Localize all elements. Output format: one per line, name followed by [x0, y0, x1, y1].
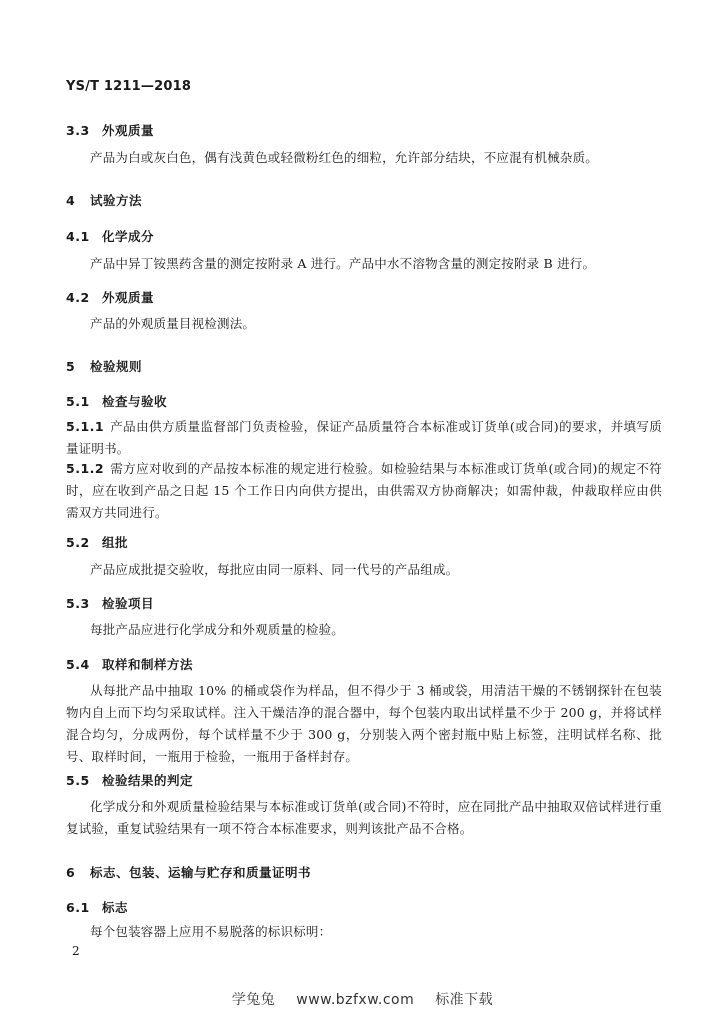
section-title: 取样和制样方法: [102, 657, 194, 672]
section-5-3-paragraph: 每批产品应进行化学成分和外观质量的检验。: [90, 622, 345, 637]
section-number: 4.2: [66, 290, 90, 305]
section-5-heading: [66, 357, 142, 375]
section-4-1-heading: [66, 227, 154, 245]
section-number: 4.1: [66, 229, 90, 244]
section-5-2-heading: [66, 533, 128, 551]
section-number: 5.1: [66, 394, 90, 409]
section-title: 外观质量: [102, 123, 155, 138]
section-4-2-heading: [66, 288, 154, 306]
section-title: 外观质量: [102, 290, 155, 305]
page-number: 2: [72, 944, 80, 958]
section-number: 5: [66, 359, 76, 374]
section-title: 检验规则: [90, 359, 143, 374]
watermark-url: www.bzfxw.com: [296, 992, 415, 1008]
section-6-1-paragraph: 每个包装容器上应用不易脱落的标识标明：: [90, 924, 332, 939]
section-number: 4: [66, 193, 76, 208]
section-text: 产品由供方质量监督部门负责检验，保证产品质量符合本标准或订货单(或合同)的要求，并填写质量证明书。: [66, 419, 662, 456]
section-number: 5.2: [66, 535, 90, 550]
section-title: 标志: [102, 900, 129, 915]
standard-code: YS/T 1211—2018: [66, 79, 192, 94]
section-number: 3.3: [66, 123, 90, 138]
section-5-4-heading: [66, 655, 193, 673]
section-3-3-paragraph: 产品为白或灰白色，偶有浅黄色或轻微粉红色的细粒，允许部分结块，不应混有机械杂质。: [90, 150, 599, 165]
section-title: 检验结果的判定: [102, 773, 194, 788]
section-5-1-1-paragraph: [66, 416, 662, 460]
section-text: 需方应对收到的产品按本标准的规定进行检验。如检验结果与本标准或订货单(或合同)的规定不符时，应在收到产品之日起 15 个工作日内向供方提出，由供需双方协商解决；如需仲裁，仲裁取样应由供需双方共同进行。: [66, 461, 662, 520]
section-5-5-heading: [66, 771, 193, 789]
section-title: 检查与验收: [102, 394, 168, 409]
section-4-2-paragraph: 产品的外观质量目视检测法。: [90, 316, 256, 331]
section-number: 6.1: [66, 900, 90, 915]
section-3-3-heading: [66, 121, 154, 139]
section-title: 化学成分: [102, 229, 155, 244]
section-number: 5.1.2: [66, 461, 105, 476]
section-number: 6: [66, 865, 76, 880]
section-title: 组批: [102, 535, 129, 550]
section-6-1-heading: [66, 898, 128, 916]
watermark-site-name: 学兔兔: [231, 992, 276, 1008]
section-number: 5.1.1: [66, 419, 105, 434]
section-title: 试验方法: [90, 193, 143, 208]
section-6-heading: [66, 863, 311, 881]
section-title: 标志、包装、运输与贮存和质量证明书: [90, 865, 312, 880]
section-5-3-heading: [66, 594, 154, 612]
section-number: 5.4: [66, 657, 90, 672]
section-4-heading: [66, 191, 142, 209]
section-5-1-2-paragraph: [66, 458, 662, 524]
download-watermark: [0, 989, 725, 1009]
section-number: 5.5: [66, 773, 90, 788]
section-4-1-paragraph: 产品中异丁铵黑药含量的测定按附录 A 进行。产品中水不溶物含量的测定按附录 B 进行。: [90, 256, 596, 271]
section-5-2-paragraph: 产品应成批提交验收，每批应由同一原料、同一代号的产品组成。: [90, 562, 459, 577]
section-5-5-paragraph: 化学成分和外观质量检验结果与本标准或订货单(或合同)不符时，应在同批产品中抽取双倍试样进行重复试验，重复试验结果有一项不符合本标准要求，则判该批产品不合格。: [66, 799, 662, 836]
section-5-4-paragraph: 从每批产品中抽取 10% 的桶或袋作为样品，但不得少于 3 桶或袋，用清洁干燥的不锈钢探针在包装物内自上而下均匀采取试样。注入干燥洁净的混合器中，每个包装内取出试样量不少于 200 g，并将试样混合均匀，分成两份，每个试样量不少于 300 g，分别装入两个密封瓶中贴上标签，注明试样名称、批号、取样时间，一瓶用于检验，一瓶用于备样封存。: [66, 683, 662, 764]
section-5-1-heading: [66, 392, 167, 410]
watermark-label: 标准下载: [435, 992, 494, 1008]
section-number: 5.3: [66, 596, 90, 611]
section-title: 检验项目: [102, 596, 155, 611]
